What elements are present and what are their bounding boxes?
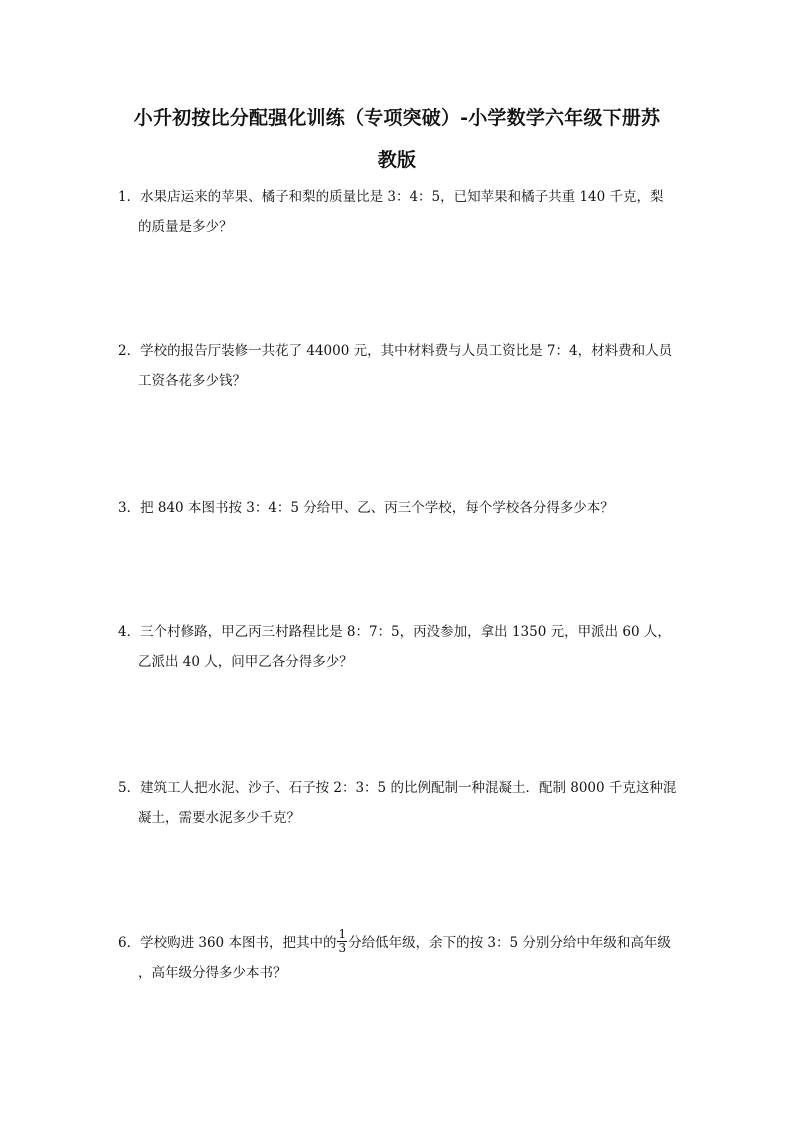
document-title-line-2: 教版 [377,149,417,171]
question-5-line-1: 5．建筑工人把水泥、沙子、石子按 2：3：5 的比例配制一种混凝土．配制 8000 千克这种混 [118,780,677,796]
question-4 [118,617,678,677]
question-5-line-2: 凝土，需要水泥多少千克？ [138,810,300,826]
fraction-denominator: 3 [338,941,347,955]
question-1-line-2: 的质量是多少？ [138,219,233,235]
question-2 [118,336,678,396]
question-1 [118,182,678,242]
question-6 [118,928,678,988]
question-6-text-after-fraction: 分给低年级，余下的按 3：5 分别分给中年级和高年级 [348,935,671,951]
question-2-line-1: 2．学校的报告厅装修一共花了 44000 元，其中材料费与人员工资比是 7：4，材料费和人员 [118,343,673,359]
question-3 [118,493,678,523]
question-6-text-before-fraction: 6．学校购进 360 本图书，把其中的 [118,935,337,951]
question-2-line-2: 工资各花多少钱？ [138,373,246,389]
fraction-one-third [337,928,347,955]
question-4-line-2: 乙派出 40 人，问甲乙各分得多少？ [138,654,353,670]
document-title-line-1: 小升初按比分配强化训练（专项突破）-小学数学六年级下册苏 [133,107,661,129]
question-6-line-2: ，高年级分得多少本书？ [138,965,287,981]
fraction-numerator: 1 [338,927,347,941]
question-3-line-1: 3．把 840 本图书按 3：4：5 分给甲、乙、丙三个学校，每个学校各分得多少本？ [118,500,614,516]
question-4-line-1: 4．三个村修路，甲乙丙三村路程比是 8：7：5，丙没参加，拿出 1350 元，甲派出 60 人， [118,624,671,640]
question-1-line-1: 1．水果店运来的苹果、橘子和梨的质量比是 3：4：5，已知苹果和橘子共重 140 千克，梨 [118,189,664,205]
question-6-line-1 [118,928,678,958]
question-5 [118,773,678,833]
